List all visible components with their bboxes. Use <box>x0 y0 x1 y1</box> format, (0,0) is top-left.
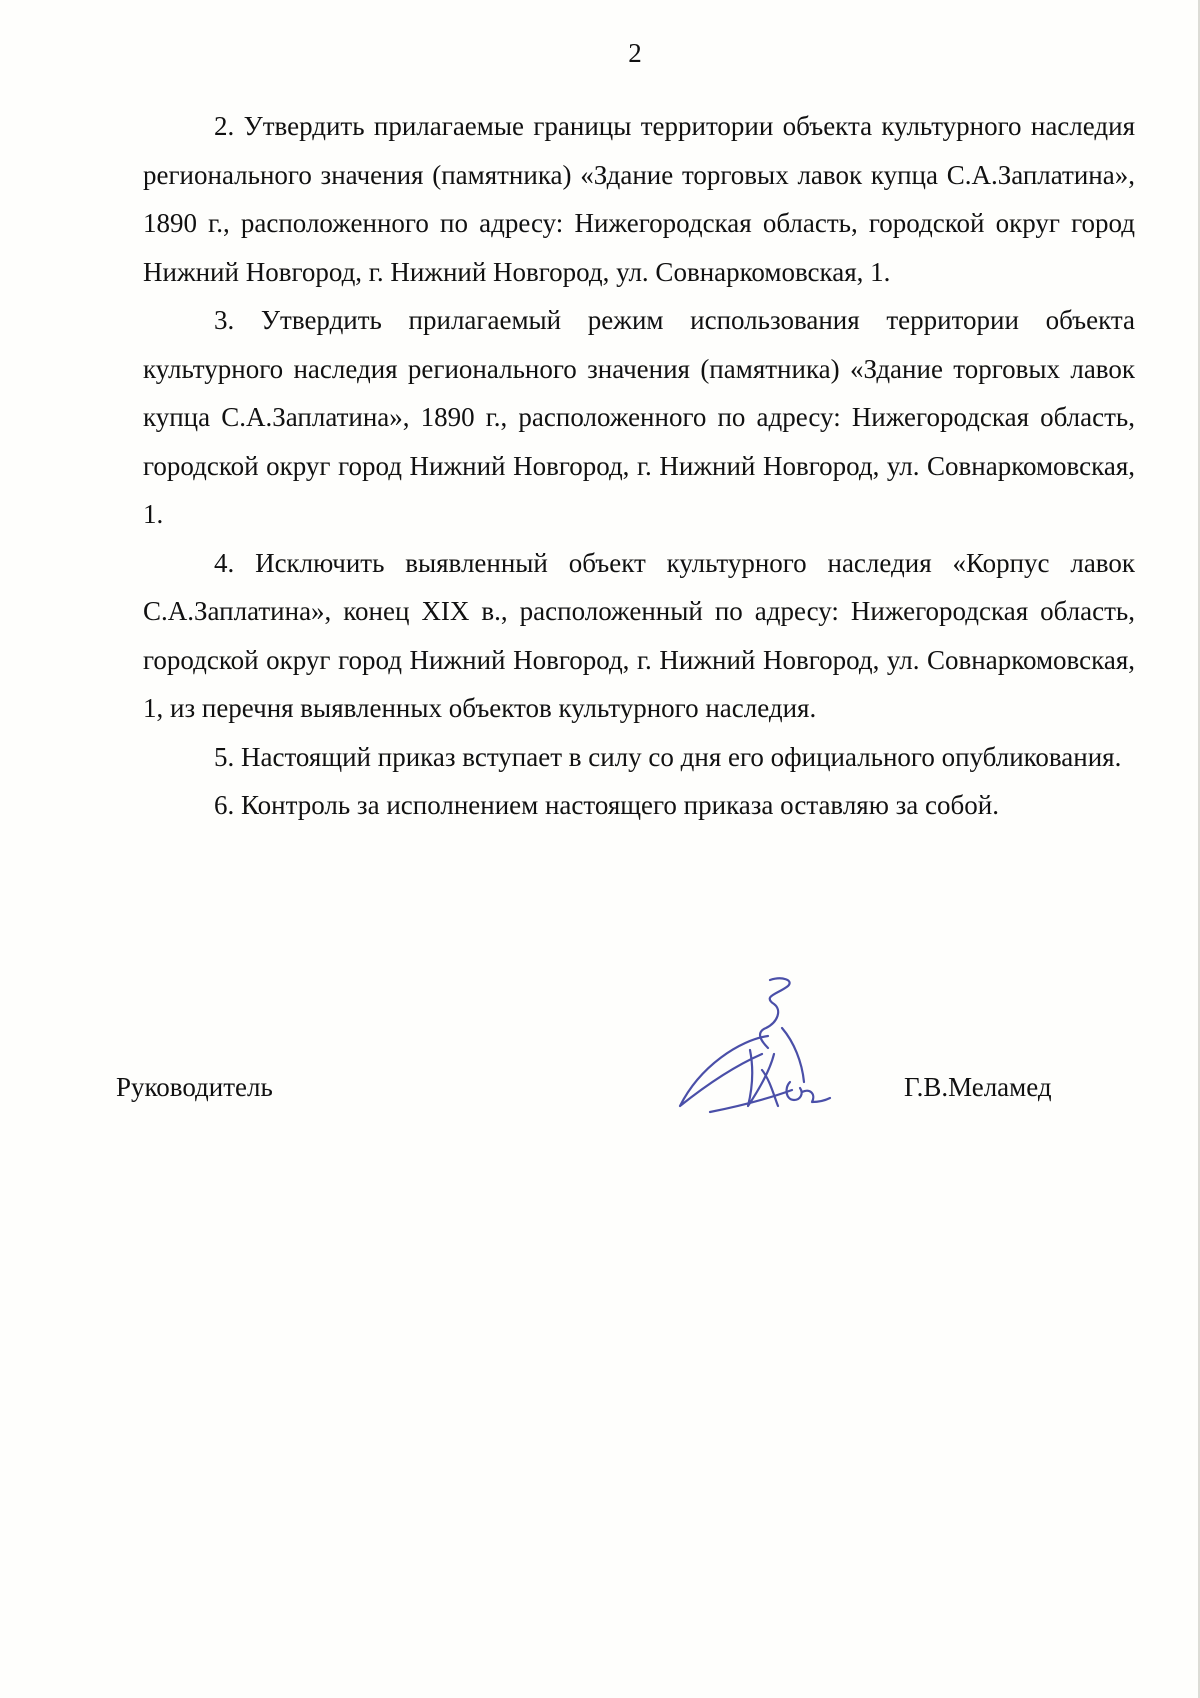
paragraph-5: 5. Настоящий приказ вступает в силу со дня его официального опубликования. <box>214 741 1122 772</box>
paragraph-6: 6. Контроль за исполнением настоящего приказа оставляю за собой. <box>214 790 999 820</box>
signature-block <box>0 1072 1200 1132</box>
page-number: 2 <box>628 38 642 68</box>
paragraph-3: 3. Утвердить прилагаемый режим использования территории объекта культурного наследия регионального значения (памятника) «Здание торговых лавок купца С.А.Заплатина», 1890 г., расположенного по адресу: Нижегородская область, городской округ город Нижний Новгород, г. Нижний Новгород, ул. Совнаркомовская, 1. <box>143 305 1135 529</box>
signatory-name: Г.В.Меламед <box>904 1072 1052 1102</box>
paragraph-2: 2. Утвердить прилагаемые границы территории объекта культурного наследия регионального значения (памятника) «Здание торговых лавок купца С.А.Заплатина», 1890 г., расположенного по адресу: Нижегородская область, городской округ город Нижний Новгород, г. Нижний Новгород, ул. Совнаркомовская, 1. <box>143 111 1135 287</box>
signatory-title: Руководитель <box>116 1072 273 1102</box>
paragraph-4: 4. Исключить выявленный объект культурного наследия «Корпус лавок С.А.Заплатина», конец XIX в., расположенный по адресу: Нижегородская область, городской округ город Нижний Новгород, г. Нижний Новгород, ул. Совнаркомовская, 1, из перечня выявленных объектов культурного наследия. <box>143 547 1135 723</box>
document-body <box>143 102 1135 830</box>
